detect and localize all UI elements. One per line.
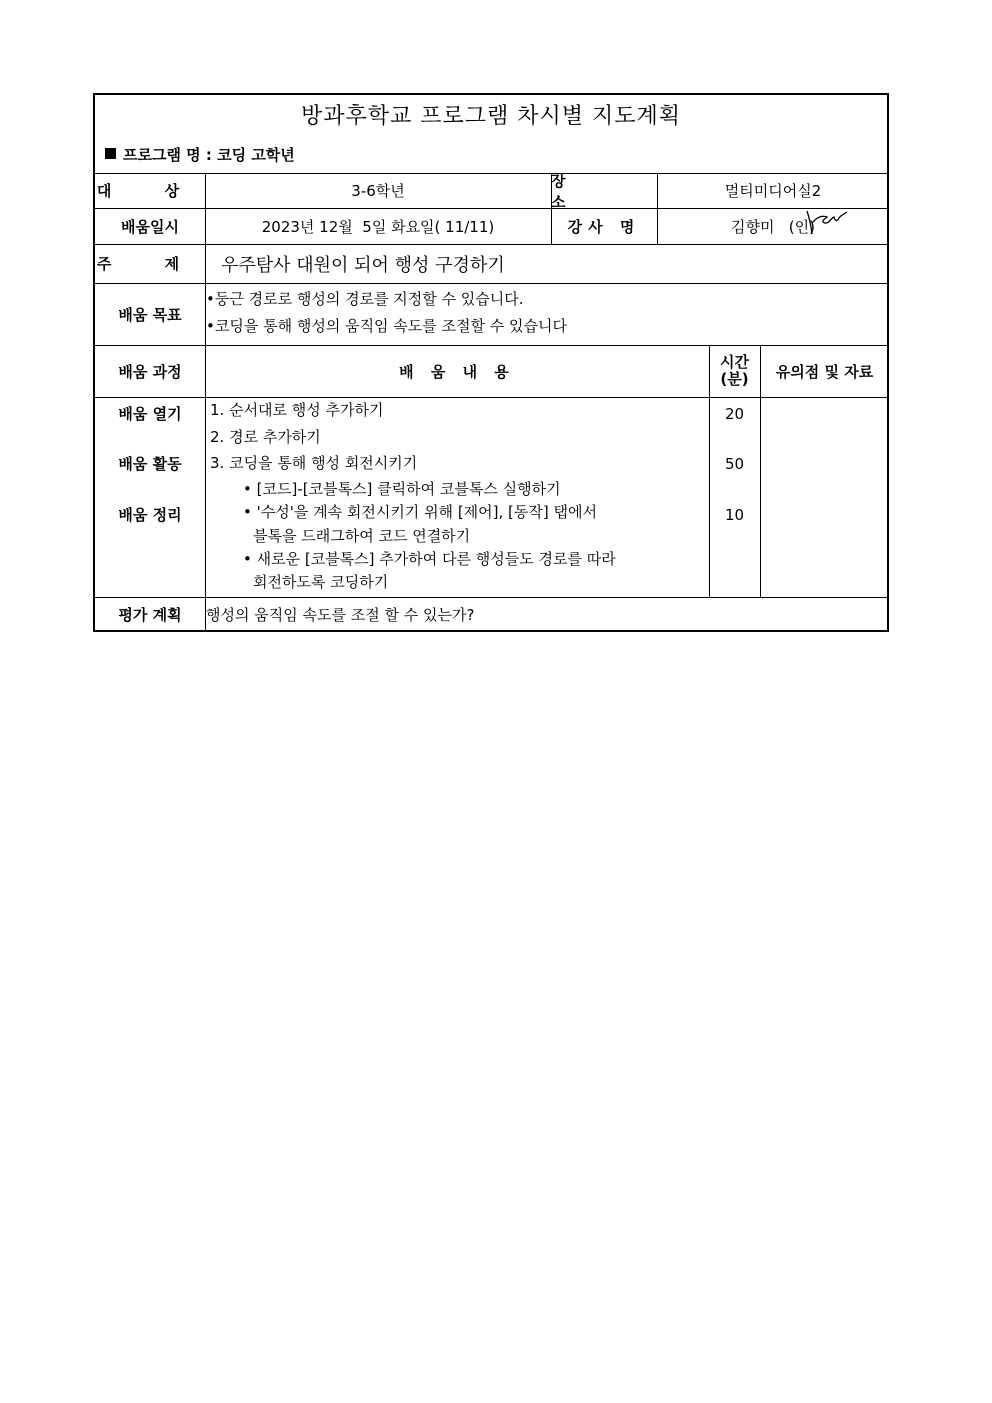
content-line: • [코드]-[코블톡스] 클릭하여 코블톡스 실행하기 <box>243 480 561 498</box>
teacher-label: 강사 명 <box>567 217 641 236</box>
time-value: 20 <box>724 405 745 423</box>
content-line: 블톡을 드래그하여 코드 연결하기 <box>253 527 471 545</box>
topic-label: 주 제 <box>96 255 204 273</box>
place-label: 장 소 <box>551 171 590 211</box>
stage-header: 배움 과정 <box>118 362 182 381</box>
evaluation-value: 행성의 움직임 속도를 조절 할 수 있는가? <box>206 606 475 624</box>
time-header-line2: (분) <box>720 370 749 388</box>
notes-header: 유의점 및 자료 <box>775 362 874 381</box>
document-title: 방과후학교 프로그램 차시별 지도계획 <box>300 104 681 129</box>
program-name <box>105 145 295 165</box>
content-line: • 새로운 [코블톡스] 추가하여 다른 행성들도 경로를 따라 <box>243 550 616 568</box>
place-value: 멀티미디어실2 <box>724 182 822 200</box>
lesson-plan-document <box>93 93 889 632</box>
topic-value: 우주탐사 대원이 되어 행성 구경하기 <box>221 254 505 276</box>
evaluation-label: 평가 계획 <box>118 606 182 624</box>
rule-line <box>95 397 887 398</box>
goal-label: 배움 목표 <box>118 305 182 324</box>
date-value: 2023년 12월 5일 화요일( 11/11) <box>261 217 495 236</box>
content-line: 2. 경로 추가하기 <box>210 428 321 446</box>
stage-closing: 배움 정리 <box>118 505 182 524</box>
time-value: 50 <box>724 455 745 473</box>
content-header: 배 움 내 용 <box>399 362 515 381</box>
rule-line <box>95 283 887 284</box>
target-value: 3-6학년 <box>351 182 405 200</box>
content-line: • '수성'을 계속 회전시키기 위해 [제어], [동작] 탭에서 <box>243 503 597 521</box>
signature-icon <box>803 207 849 237</box>
content-line: 3. 코딩을 통해 행성 회전시키기 <box>210 454 418 472</box>
time-value: 10 <box>724 506 745 524</box>
time-header <box>709 345 760 397</box>
goal-item: •둥근 경로로 행성의 경로를 지정할 수 있습니다. <box>206 290 524 308</box>
target-label: 대 상 <box>96 182 204 200</box>
square-bullet-icon <box>105 148 116 159</box>
content-line: 회전하도록 코딩하기 <box>253 573 389 591</box>
time-header-line1: 시간 <box>720 353 749 371</box>
stage-activity: 배움 활동 <box>118 454 182 473</box>
content-line: 1. 순서대로 행성 추가하기 <box>210 401 384 419</box>
date-label: 배움일시 <box>121 217 179 236</box>
goal-item: •코딩을 통해 행성의 움직임 속도를 조절할 수 있습니다 <box>206 317 568 335</box>
stage-opening: 배움 열기 <box>118 404 182 423</box>
teacher-value: 김향미 (인) <box>731 217 815 236</box>
program-name-text: 프로그램 명 : 코딩 고학년 <box>123 146 295 164</box>
